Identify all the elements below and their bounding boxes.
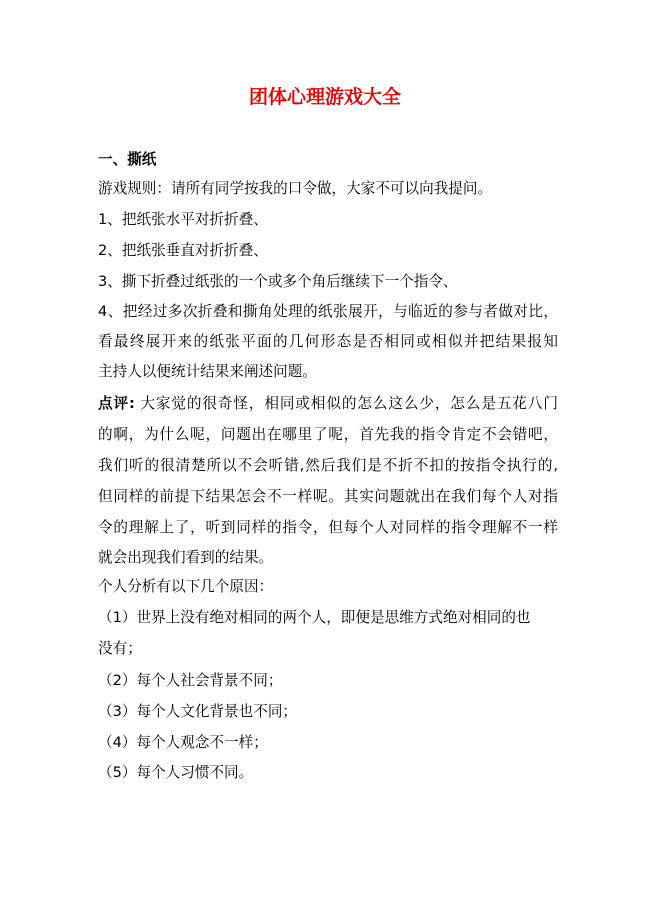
comment-line-2: 的啊，为什么呢，问题出在哪里了呢，首先我的指令肯定不会错吧， [98, 426, 558, 443]
comment-line-3: 我们听的很清楚所以不会听错,然后我们是不折不扣的按指令执行的, [98, 457, 558, 474]
comment-label: 点评: [98, 395, 135, 412]
comment-line-5: 令的理解上了，听到同样的指令，但每个人对同样的指令理解不一样 [98, 519, 558, 536]
comment-line-6: 就会出现我们看到的结果。 [98, 549, 274, 566]
step-4-line-2: 看最终展开来的纸张平面的几何形态是否相同或相似并把结果报知 [98, 333, 558, 350]
reason-2: （2）每个人社会背景不同； [98, 672, 283, 689]
page-title: 团体心理游戏大全 [248, 86, 401, 108]
game-rules: 游戏规则：请所有同学按我的口令做，大家不可以向我提问。 [98, 180, 493, 197]
comment-line-4: 但同样的前提下结果怎会不一样呢。其实问题就出在我们每个人对指 [98, 488, 558, 505]
reason-3: （3）每个人文化背景也不同； [98, 703, 298, 720]
step-4-line-3: 主持人以便统计结果来阐述问题。 [98, 363, 317, 380]
reason-1-line-2: 没有； [98, 640, 142, 657]
analysis-intro: 个人分析有以下几个原因： [98, 578, 274, 595]
reason-4: （4）每个人观念不一样； [98, 734, 268, 751]
reason-5: （5）每个人习惯不同。 [98, 764, 254, 781]
step-3: 3、撕下折叠过纸张的一个或多个角后继续下一个指令、 [98, 273, 458, 290]
step-1: 1、把纸张水平对折折叠、 [98, 211, 268, 228]
comment-first-text: 大家觉的很奇怪，相同或相似的怎么这么少，怎么是五花八门 [134, 395, 558, 412]
comment-line-1 [98, 391, 558, 417]
step-4-line-1: 4、把经过多次折叠和撕角处理的纸张展开，与临近的参与者做对比， [98, 303, 558, 320]
step-2: 2、把纸张垂直对折折叠、 [98, 242, 268, 259]
reason-1-line-1: （1）世界上没有绝对相同的两个人，即便是思维方式绝对相同的也 [98, 609, 531, 626]
section-heading: 一、撕纸 [98, 151, 157, 168]
